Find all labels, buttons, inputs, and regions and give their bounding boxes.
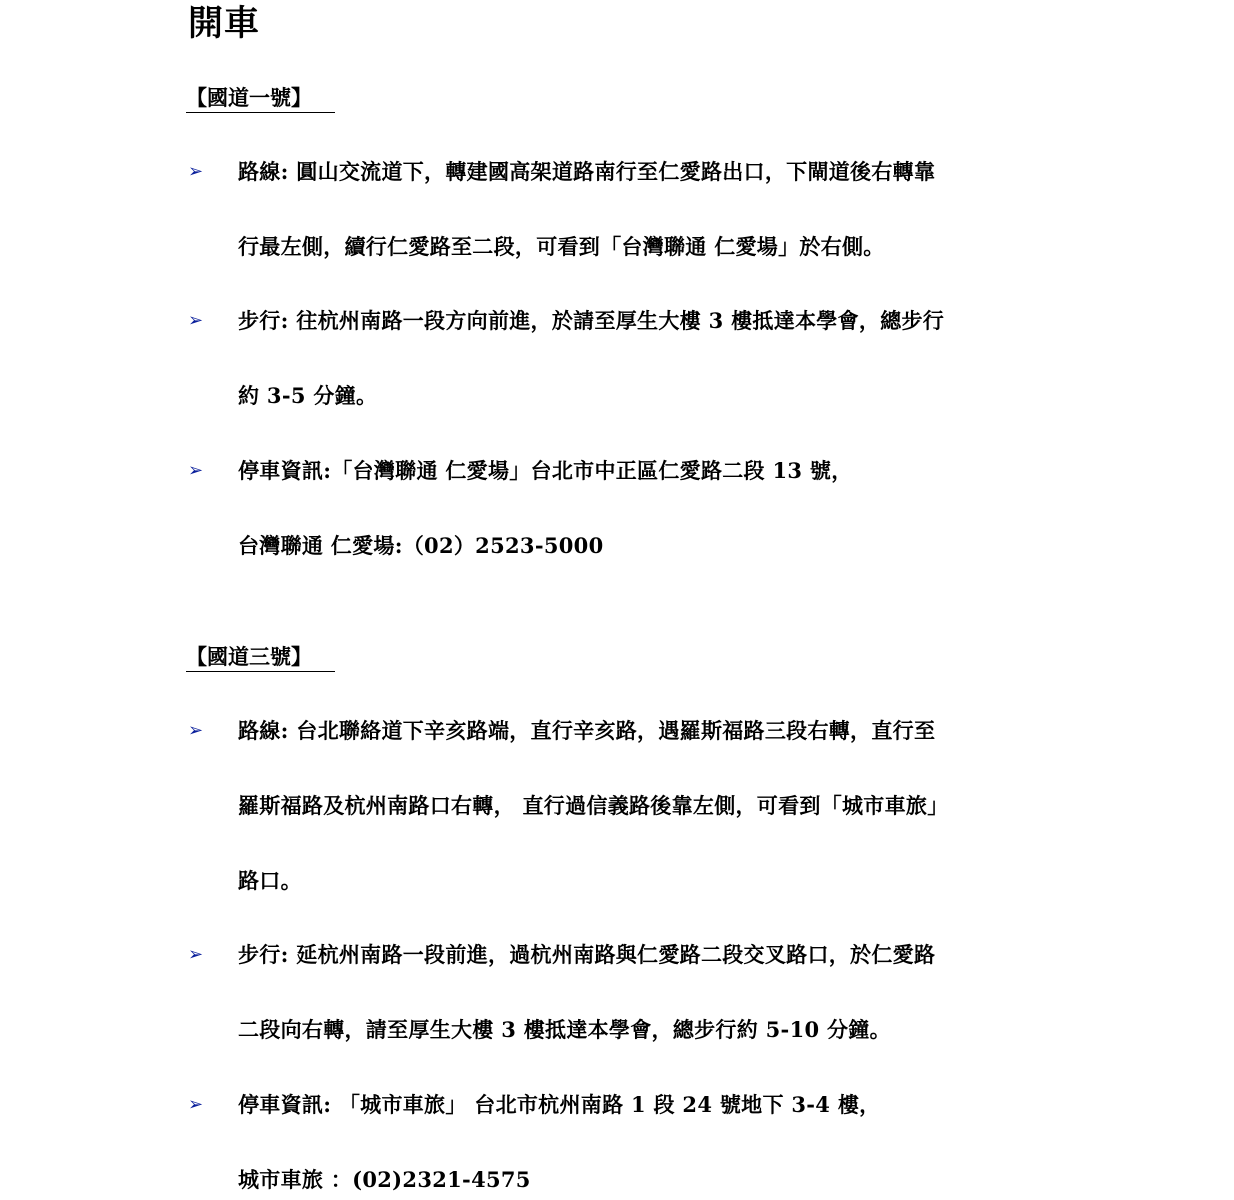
item-text-line: 行最左側，續行仁愛路至二段，可看到「台灣聯通 仁愛場」於右側。 bbox=[238, 234, 885, 259]
item-text-line: 羅斯福路及杭州南路口右轉， 直行過信義路後靠左側，可看到「城市車旅」 bbox=[238, 793, 949, 818]
arrow-bullet-icon: ➢ bbox=[188, 310, 204, 331]
item-text-line: 路口。 bbox=[238, 868, 302, 893]
item-text-line: 城市車旅 ：(02)2321-4575 bbox=[238, 1167, 531, 1192]
arrow-bullet-icon: ➢ bbox=[188, 720, 204, 741]
arrow-bullet-icon: ➢ bbox=[188, 161, 204, 182]
arrow-bullet-icon: ➢ bbox=[188, 1094, 204, 1115]
item-text-line: 停車資訊:「台灣聯通 仁愛場」台北市中正區仁愛路二段 13 號， bbox=[238, 458, 853, 483]
item-text-line: 步行: 往杭州南路一段方向前進，於請至厚生大樓 3 樓抵達本學會，總步行 bbox=[238, 308, 945, 333]
section-heading-freeway-3: 【國道三號】 bbox=[186, 643, 335, 672]
item-text-line: 約 3-5 分鐘。 bbox=[238, 383, 378, 408]
item-text-line: 台灣聯通 仁愛場:（02）2523-5000 bbox=[238, 533, 604, 558]
item-text-line: 路線: 台北聯絡道下辛亥路端，直行辛亥路，遇羅斯福路三段右轉，直行至 bbox=[238, 718, 936, 743]
arrow-bullet-icon: ➢ bbox=[188, 944, 204, 965]
item-text-line: 二段向右轉，請至厚生大樓 3 樓抵達本學會，總步行約 5-10 分鐘。 bbox=[238, 1017, 891, 1042]
item-text-line: 停車資訊: 「城市車旅」 台北市杭州南路 1 段 24 號地下 3-4 樓， bbox=[238, 1092, 881, 1117]
arrow-bullet-icon: ➢ bbox=[188, 460, 204, 481]
page-title: 開車 bbox=[188, 4, 261, 44]
section-heading-freeway-1: 【國道一號】 bbox=[186, 84, 335, 113]
item-text-line: 路線: 圓山交流道下，轉建國高架道路南行至仁愛路出口，下閘道後右轉靠 bbox=[238, 159, 936, 184]
item-text-line: 步行: 延杭州南路一段前進，過杭州南路與仁愛路二段交叉路口，於仁愛路 bbox=[238, 942, 936, 967]
